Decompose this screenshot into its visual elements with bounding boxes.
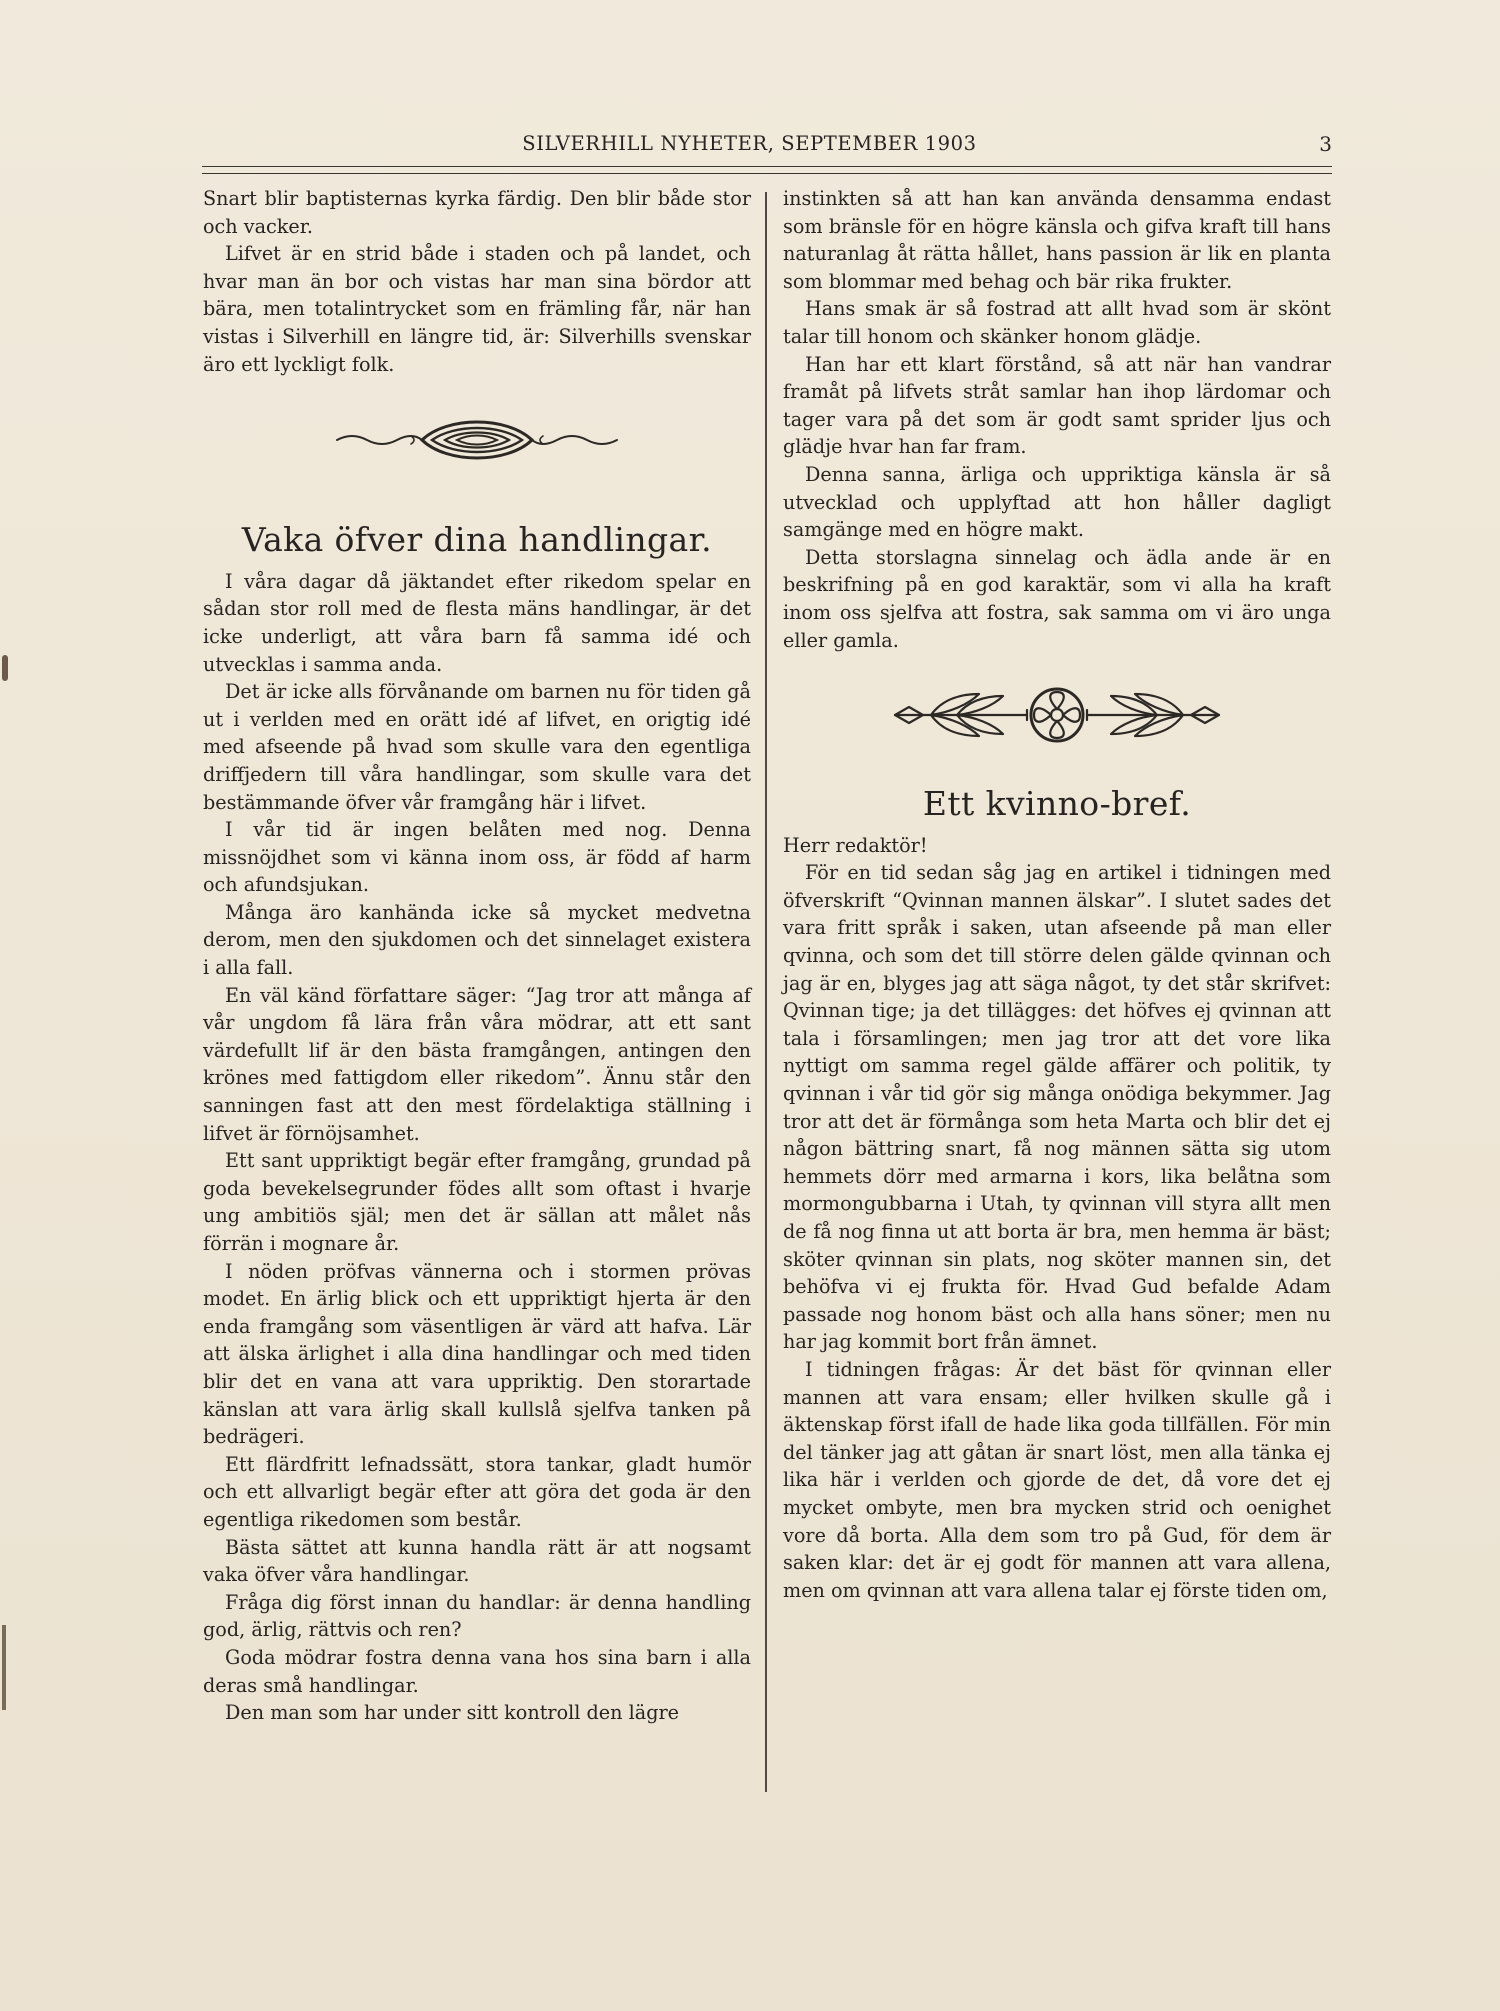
intro-paragraph: Snart blir baptisternas kyrka färdig. Den blir både stor och vacker.: [203, 187, 751, 238]
article-paragraph: I tidningen frågas: Är det bäst för qvinnan eller mannen att vara ensam; eller hvilken skulle gå i äktenskap först ifall de hade lika goda tillfällen. För min del tänker jag att gåtan är snart löst, men alla tänka ej lika här i verlden och gjorde de det, då vore det ej mycket ombyte, men bra mycken strid och oenighet vore då borta. Alla dem som tro på Gud, för dem är saken klar: det är ej godt för mannen att vara allena, men om qvinnan att vara allena talar ej förste tiden om,: [783, 1357, 1331, 1602]
floral-leaf-ornament-icon: [887, 680, 1227, 750]
continued-paragraph: Denna sanna, ärliga och uppriktiga känsla är så utvecklad och upplyftad att hon håller dagligt samgänge med en högre makt.: [783, 462, 1331, 542]
header-double-rule: [202, 166, 1332, 174]
article-paragraph: I vår tid är ingen belåten med nog. Denna missnöjdhet som vi känna inom oss, är född af harm och afundsjukan.: [203, 818, 751, 897]
article-paragraph: Ett sant uppriktigt begär efter framgång, grundad på goda bevekelsegrunder födes allt som oftast i hvarje ung ambitiös själ; men det är sällan att målet nås förrän i mognare år.: [203, 1149, 751, 1255]
continued-paragraph: Hans smak är så fostrad att allt hvad som är skönt talar till honom och skänker honom glädje.: [783, 297, 1331, 348]
paper-edge-mark: [2, 1625, 6, 1710]
paper-edge-mark: [2, 655, 8, 681]
article-paragraph: Ett flärdfritt lefnadssätt, stora tankar, gladt humör och ett allvarligt begär efter att göra det goda är den egentliga rikedomen som består.: [203, 1452, 751, 1531]
intro-paragraph: Lifvet är en strid både i staden och på landet, och hvar man än bor och vistas har man sina bördor att bära, men totalintrycket som en främling får, när han vistas i Silverhill en längre tid, är: Silverhills svenskar äro ett lyckligt folk.: [203, 242, 751, 376]
article-paragraph: Bästa sättet att kunna handla rätt är att nogsamt vaka öfver våra handlingar.: [203, 1535, 751, 1587]
article-paragraph: I våra dagar då jäktandet efter rikedom spelar en sådan stor roll med de flesta mäns handlingar, är det icke underligt, att våra barn få samma idé och utvecklas i samma anda.: [203, 569, 751, 676]
scroll-flourish-ornament-icon: [327, 412, 627, 468]
article-paragraph: För en tid sedan såg jag en artikel i tidningen med öfverskrift “Qvinnan mannen älskar”. I slutet sades det vara fritt språk i saken, utan afseende på man eller qvinna, och som det till större delen gälde qvinnan och jag är en, blyges jag att säga något, ty det står skrifvet: Qvinnan tige; ja det tillägges: det höfves ej qvinnan att tala i församlingen; men jag tror att det vore lika nyttigt om samma regel gälde affärer och politik, ty qvinnan i vår tid gör sig många onödiga bekymmer. Jag tror att det är förmånga som heta Marta och blir det ej någon bättring snart, få nog männen sätta sig utom hemmets dörr med armarna i kors, lika belåtna som mormongubbarna i Utah, ty qvinnan vill styra allt men de få nog finna ut att borta är bra, men hemma är bäst; sköter qvinnan sin plats, nog sköter mannen sin, det behöfva vi ej frukta för. Hvad Gud befalde Adam passade nog honom bäst och alla hans söner; men nu har jag kommit bort från ämnet.: [783, 861, 1331, 1354]
running-title: SILVERHILL NYHETER, SEPTEMBER 1903: [522, 132, 977, 155]
continued-paragraph: Han har ett klart förstånd, så att när han vandrar framåt på lifvets stråt samlar han ihop lärdomar och tager vara på det som är godt samt sprider ljus och glädje hvar han far fram.: [783, 352, 1331, 459]
article-paragraph: Fråga dig först innan du handlar: är denna handling god, ärlig, rättvis och ren?: [203, 1590, 751, 1642]
right-column: [783, 185, 1331, 1604]
article-paragraph: Den man som har under sitt kontroll den lägre: [225, 1701, 679, 1725]
continued-paragraph: Detta storslagna sinnelag och ädla ande är en beskrifning på en god karaktär, som vi alla ha kraft inom oss sjelfva att fostra, sak samma om vi äro unga eller gamla.: [783, 545, 1331, 652]
article-title: Ett kvinno-bref.: [922, 784, 1192, 824]
letter-salutation: Herr redaktör!: [783, 833, 928, 857]
article-title: Vaka öfver dina handlingar.: [241, 520, 713, 560]
article-paragraph: Goda mödrar fostra denna vana hos sina barn i alla deras små handlingar.: [203, 1645, 751, 1697]
article-paragraph: I nöden pröfvas vännerna och i stormen prövas modet. En ärlig blick och ett uppriktigt hjerta är den enda framgång som väsentligen är värd att hafva. Lär att älska ärlighet i alla dina handlingar och med tiden blir det en vana att vara uppriktig. Den storartade känslan att vara ärlig skall kullslå sjelfva tanken på bedrägeri.: [203, 1259, 751, 1449]
page-number: 3: [1319, 132, 1332, 156]
left-column: [203, 185, 751, 1727]
article-paragraph: Många äro kanhända icke så mycket medvetna derom, men den sjukdomen och det sinnelaget existera i alla fall.: [203, 900, 751, 980]
column-divider: [765, 192, 767, 1792]
article-paragraph: Det är icke alls förvånande om barnen nu för tiden gå ut i verlden med en orätt idé af lifvet, en origtig idé med afseende på hvad som skulle vara den egentliga driffjedern till våra handlingar, som skulle vara det bestämmande öfver vår framgång här i lifvet.: [203, 680, 751, 814]
continued-paragraph: instinkten så att han kan använda densamma endast som bränsle för en högre känsla och gifva kraft till hans naturanlag åt rätta hållet, hans passion är lik en planta som blommar med behag och bär rika frukter.: [783, 187, 1331, 293]
article-paragraph: En väl känd författare säger: “Jag tror att många af vår ungdom få lära från våra mödrar, att ett sant värdefullt lif är den bästa framgången, antingen den krönes med fattigdom eller rikedom”. Ännu står den sanningen fast att den mest fördelaktiga ställning i lifvet är förnöjsamhet.: [203, 983, 751, 1145]
running-header: [202, 132, 1332, 162]
